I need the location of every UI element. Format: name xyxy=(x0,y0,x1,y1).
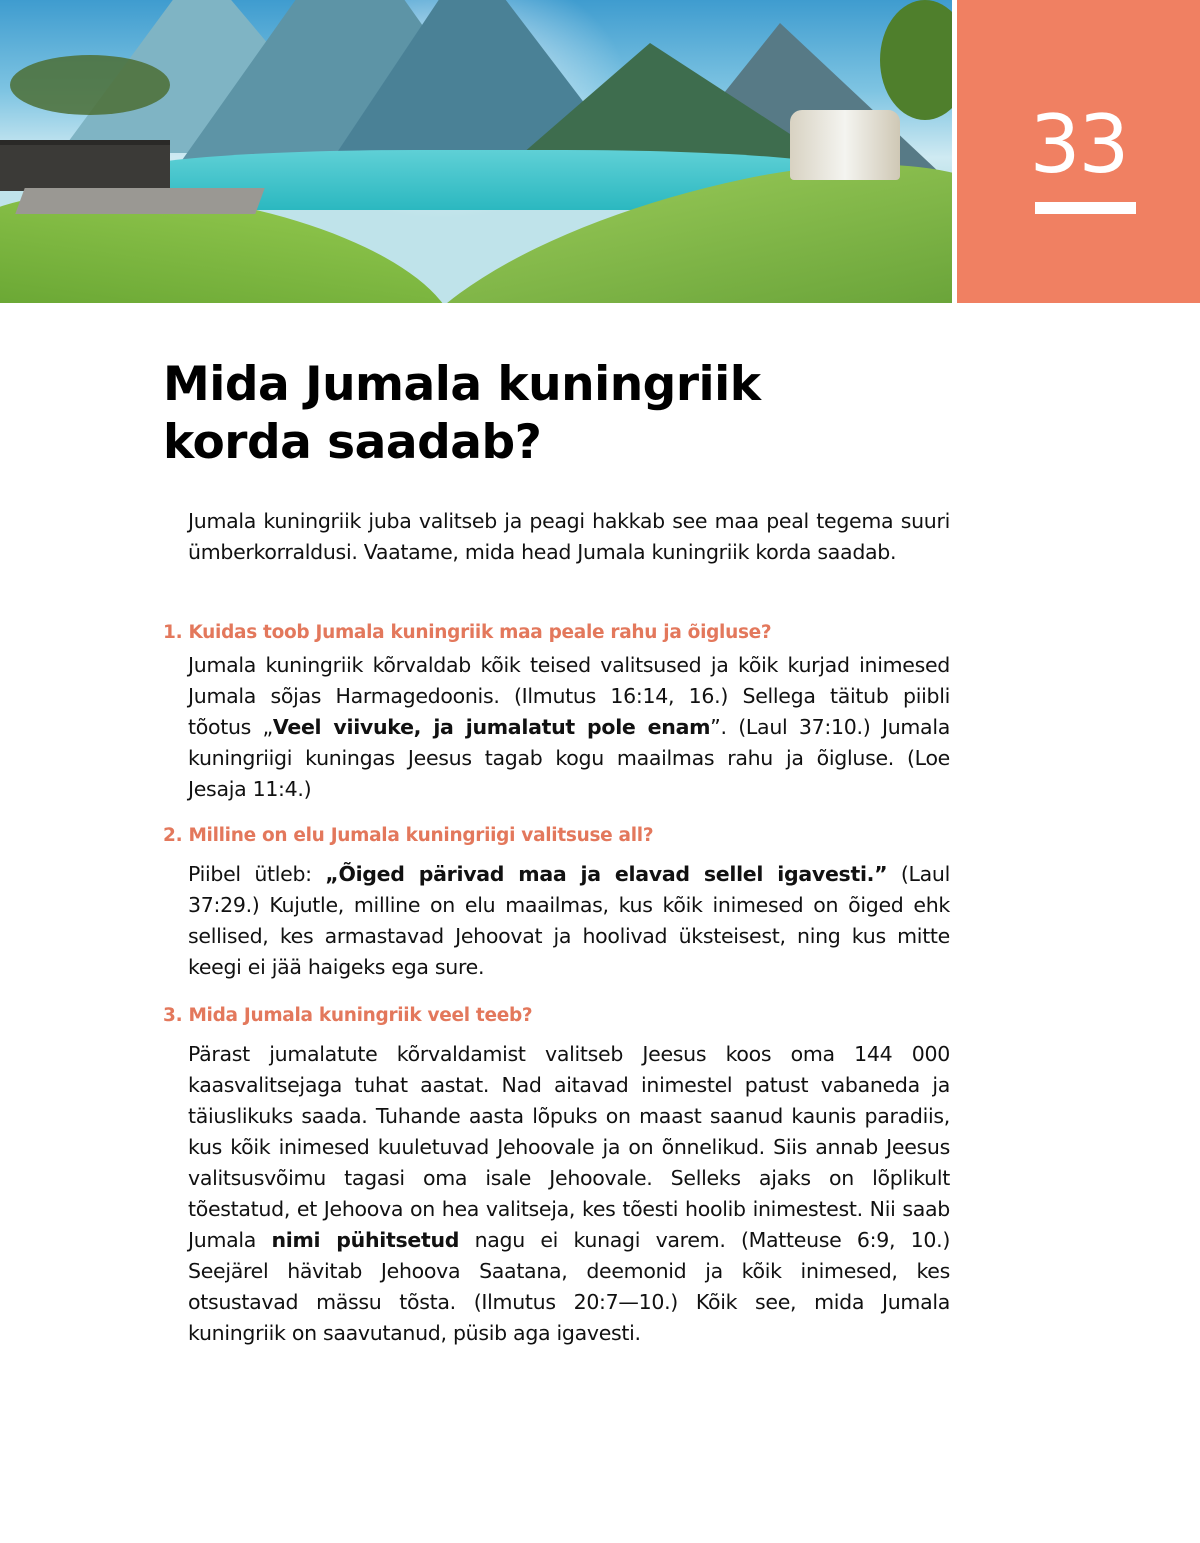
scripture-quote: „Õiged pärivad maa ja elavad sellel igavesti.” xyxy=(325,862,888,886)
question-1-heading: 1. Kuidas toob Jumala kuningriik maa peale rahu ja õigluse? xyxy=(163,622,772,643)
question-2-heading: 2. Milline on elu Jumala kuningriigi valitsuse all? xyxy=(163,825,654,846)
chapter-badge xyxy=(957,0,1200,303)
chapter-number: 33 xyxy=(1029,98,1128,191)
emphasis-text: nimi pühitsetud xyxy=(271,1228,460,1252)
chapter-underline xyxy=(1035,202,1136,214)
section-1-paragraph: Jumala kuningriik kõrvaldab kõik teised valitsused ja kõik kurjad inimesed Jumala sõjas Harmagedoonis. (Ilmutus 16:14, 16.) Sellega täitub piibli tõotus „Veel viivuke, ja jumalatut pole enam”. (Laul 37:10.) Jumala kuningriigi kuningas Jeesus tagab kogu maailmas rahu ja õigluse. (Loe Jesaja 11:4.) xyxy=(188,653,950,801)
terrace-deck xyxy=(15,188,264,214)
question-3-heading: 3. Mida Jumala kuningriik veel teeb? xyxy=(163,1005,533,1026)
section-3-paragraph: Pärast jumalatute kõrvaldamist valitseb Jeesus koos oma 144 000 kaasvalitsejaga tuhat aastat. Nad aitavad inimestel patust vabaneda ja täiuslikuks saada. Tuhande aasta lõpuks on maast saanud kaunis paradiis, kus kõik inimesed kuuletuvad Jehoovale ja on õnnelikud. Siis annab Jeesus valitsusvõimu tagasi oma isale Jehoovale. Selleks ajaks on lõplikult tõestatud, et Jehoova on hea valitseja, kes tõesti hoolib inimestest. Nii saab Jumala nimi pühitsetud nagu ei kunagi varem. (Matteuse 6:9, 10.) Seejärel hävitab Jehoova Saatana, deemonid ja kõik inimesed, kes otsustavad mässu tõsta. (Ilmutus 20:7—10.) Kõik see, mida Jumala kuningriik on saavutanud, püsib aga igavesti. xyxy=(188,1042,951,1345)
intro-paragraph: Jumala kuningriik juba valitseb ja peagi hakkab see maa peal tegema suuri ümberkorraldusi. Vaatame, mida head Jumala kuningriik korda saadab. xyxy=(188,509,950,564)
tree-left xyxy=(10,55,170,115)
scripture-quote: Veel viivuke, ja jumalatut pole enam xyxy=(272,715,711,739)
waterfall xyxy=(790,110,900,180)
section-2-paragraph: Piibel ütleb: „Õiged pärivad maa ja elavad sellel igavesti.” (Laul 37:29.) Kujutle, milline on elu maailmas, kus kõik inimesed on õiged ehk sellised, kes armastavad Jehoovat ja hoolivad üksteisest, ning kus mitte keegi ei jää haigeks ega sure. xyxy=(188,862,951,979)
modern-house xyxy=(0,140,170,191)
title-line-2: korda saadab? xyxy=(163,415,542,470)
header-illustration xyxy=(0,0,952,303)
title-line-1: Mida Jumala kuningriik xyxy=(163,357,761,412)
page-title xyxy=(163,356,923,472)
